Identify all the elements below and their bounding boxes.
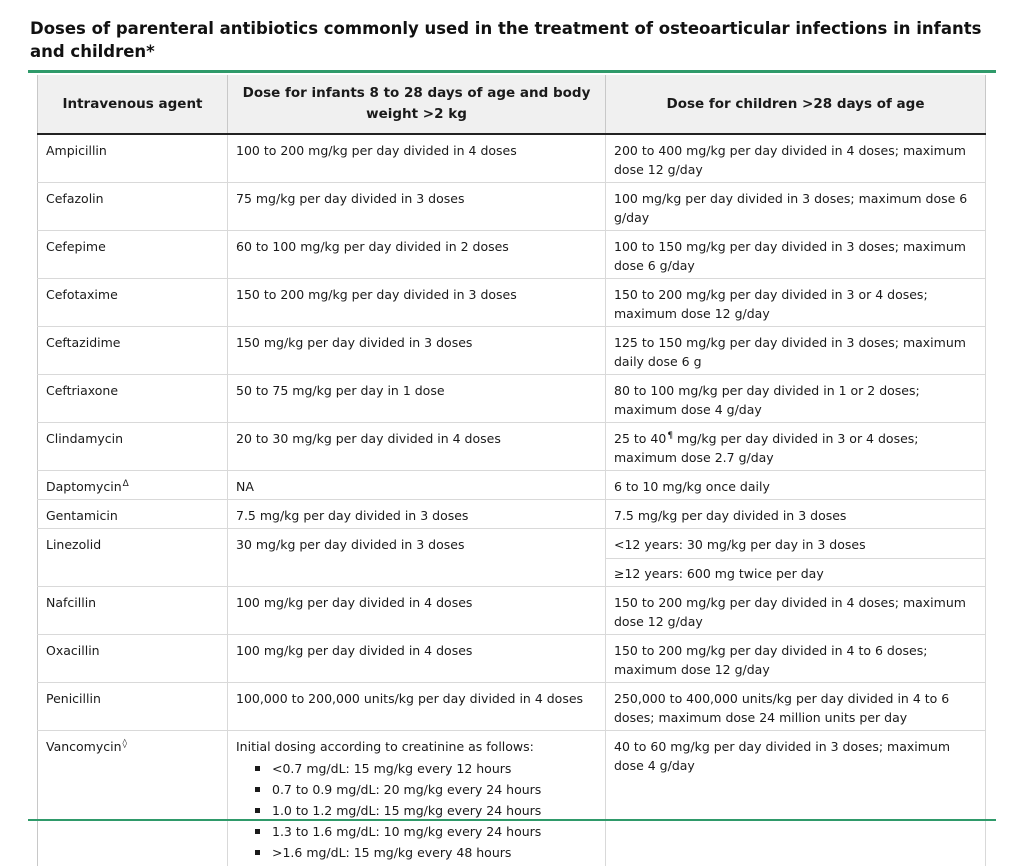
agent-cell: Ceftazidime — [38, 327, 228, 375]
table-row — [38, 423, 986, 471]
table-row — [38, 327, 986, 375]
child-dose-cell: 200 to 400 mg/kg per day divided in 4 doses; maximum dose 12 g/day — [606, 134, 986, 183]
infant-dose-cell: 50 to 75 mg/kg per day in 1 dose — [228, 375, 606, 423]
agent-cell: Ampicillin — [38, 134, 228, 183]
child-dose-text: 25 to 40 — [614, 431, 666, 446]
child-dose-cell: 250,000 to 400,000 units/kg per day divided in 4 to 6 doses; maximum dose 24 million units per day — [606, 683, 986, 731]
agent-cell: Cefepime — [38, 231, 228, 279]
table-row — [38, 231, 986, 279]
agent-cell: Clindamycin — [38, 423, 228, 471]
table-row — [38, 683, 986, 731]
infant-dose-cell: 150 mg/kg per day divided in 3 doses — [228, 327, 606, 375]
infant-dose-cell: 100 to 200 mg/kg per day divided in 4 doses — [228, 134, 606, 183]
table-row — [38, 183, 986, 231]
table-row — [38, 635, 986, 683]
infant-dose-cell: 100 mg/kg per day divided in 4 doses — [228, 635, 606, 683]
table-row — [38, 279, 986, 327]
child-dose-cell: 100 mg/kg per day divided in 3 doses; maximum dose 6 g/day — [606, 183, 986, 231]
table-row — [38, 471, 986, 500]
child-dose-subrow: ≥12 years: 600 mg twice per day — [614, 559, 977, 583]
agent-cell: Cefazolin — [38, 183, 228, 231]
infant-dose-cell: 100,000 to 200,000 units/kg per day divided in 4 doses — [228, 683, 606, 731]
infant-dose-cell: 100 mg/kg per day divided in 4 doses — [228, 587, 606, 635]
child-dose-cell: 150 to 200 mg/kg per day divided in 4 to 6 doses; maximum dose 12 g/day — [606, 635, 986, 683]
child-dose-cell: 125 to 150 mg/kg per day divided in 3 doses; maximum daily dose 6 g — [606, 327, 986, 375]
header-agent: Intravenous agent — [38, 75, 228, 134]
list-item: 1.3 to 1.6 mg/dL: 10 mg/kg every 24 hours — [252, 821, 597, 842]
agent-cell: Penicillin — [38, 683, 228, 731]
child-dose-cell: 80 to 100 mg/kg per day divided in 1 or 2 doses; maximum dose 4 g/day — [606, 375, 986, 423]
table-row — [38, 375, 986, 423]
agent-cell: Cefotaxime — [38, 279, 228, 327]
infant-dose-cell: NA — [228, 471, 606, 500]
title-divider — [28, 70, 996, 73]
child-dose-subrow: <12 years: 30 mg/kg per day in 3 doses — [606, 535, 985, 559]
agent-cell: Ceftriaxone — [38, 375, 228, 423]
list-item: 1.0 to 1.2 mg/dL: 15 mg/kg every 24 hours — [252, 800, 597, 821]
table-row — [38, 587, 986, 635]
bottom-divider — [28, 819, 996, 821]
footnote-mark: Δ — [123, 479, 129, 489]
child-dose-cell: 100 to 150 mg/kg per day divided in 3 doses; maximum dose 6 g/day — [606, 231, 986, 279]
infant-dose-cell — [228, 731, 606, 866]
footnote-mark: ¶ — [667, 431, 673, 441]
child-dose-cell — [606, 423, 986, 471]
child-dose-cell: 150 to 200 mg/kg per day divided in 3 or 4 doses; maximum dose 12 g/day — [606, 279, 986, 327]
agent-cell: Gentamicin — [38, 500, 228, 529]
agent-cell — [38, 471, 228, 500]
child-dose-cell — [606, 529, 986, 587]
child-dose-text: mg/kg per day divided in 3 or 4 doses; maximum dose 2.7 g/day — [614, 431, 919, 465]
child-dose-cell: 150 to 200 mg/kg per day divided in 4 doses; maximum dose 12 g/day — [606, 587, 986, 635]
child-dose-cell: 7.5 mg/kg per day divided in 3 doses — [606, 500, 986, 529]
header-row — [38, 75, 986, 134]
footnote-mark: ◊ — [123, 739, 127, 749]
infant-dose-cell: 150 to 200 mg/kg per day divided in 3 doses — [228, 279, 606, 327]
header-children: Dose for children >28 days of age — [606, 75, 986, 134]
agent-name: Daptomycin — [46, 479, 122, 494]
infant-dose-intro: Initial dosing according to creatinine as follows: — [236, 737, 597, 756]
agent-cell: Nafcillin — [38, 587, 228, 635]
list-item: 0.7 to 0.9 mg/dL: 20 mg/kg every 24 hours — [252, 779, 597, 800]
header-infants: Dose for infants 8 to 28 days of age and body weight >2 kg — [228, 75, 606, 134]
infant-dose-cell: 75 mg/kg per day divided in 3 doses — [228, 183, 606, 231]
list-item: <0.7 mg/dL: 15 mg/kg every 12 hours — [252, 758, 597, 779]
infant-dose-cell: 7.5 mg/kg per day divided in 3 doses — [228, 500, 606, 529]
table-row — [38, 134, 986, 183]
agent-cell: Linezolid — [38, 529, 228, 587]
page-title: Doses of parenteral antibiotics commonly used in the treatment of osteoarticular infections in infants and children* — [30, 17, 1010, 63]
agent-cell — [38, 731, 228, 866]
creatinine-list — [236, 758, 597, 863]
table-row — [38, 731, 986, 866]
table-row — [38, 529, 986, 587]
dosing-table — [37, 75, 986, 866]
infant-dose-cell: 60 to 100 mg/kg per day divided in 2 doses — [228, 231, 606, 279]
agent-cell: Oxacillin — [38, 635, 228, 683]
infant-dose-cell: 20 to 30 mg/kg per day divided in 4 doses — [228, 423, 606, 471]
agent-name: Vancomycin — [46, 739, 122, 754]
table-row — [38, 500, 986, 529]
infant-dose-cell: 30 mg/kg per day divided in 3 doses — [228, 529, 606, 587]
list-item: >1.6 mg/dL: 15 mg/kg every 48 hours — [252, 842, 597, 863]
child-dose-cell: 6 to 10 mg/kg once daily — [606, 471, 986, 500]
child-dose-cell: 40 to 60 mg/kg per day divided in 3 doses; maximum dose 4 g/day — [606, 731, 986, 866]
